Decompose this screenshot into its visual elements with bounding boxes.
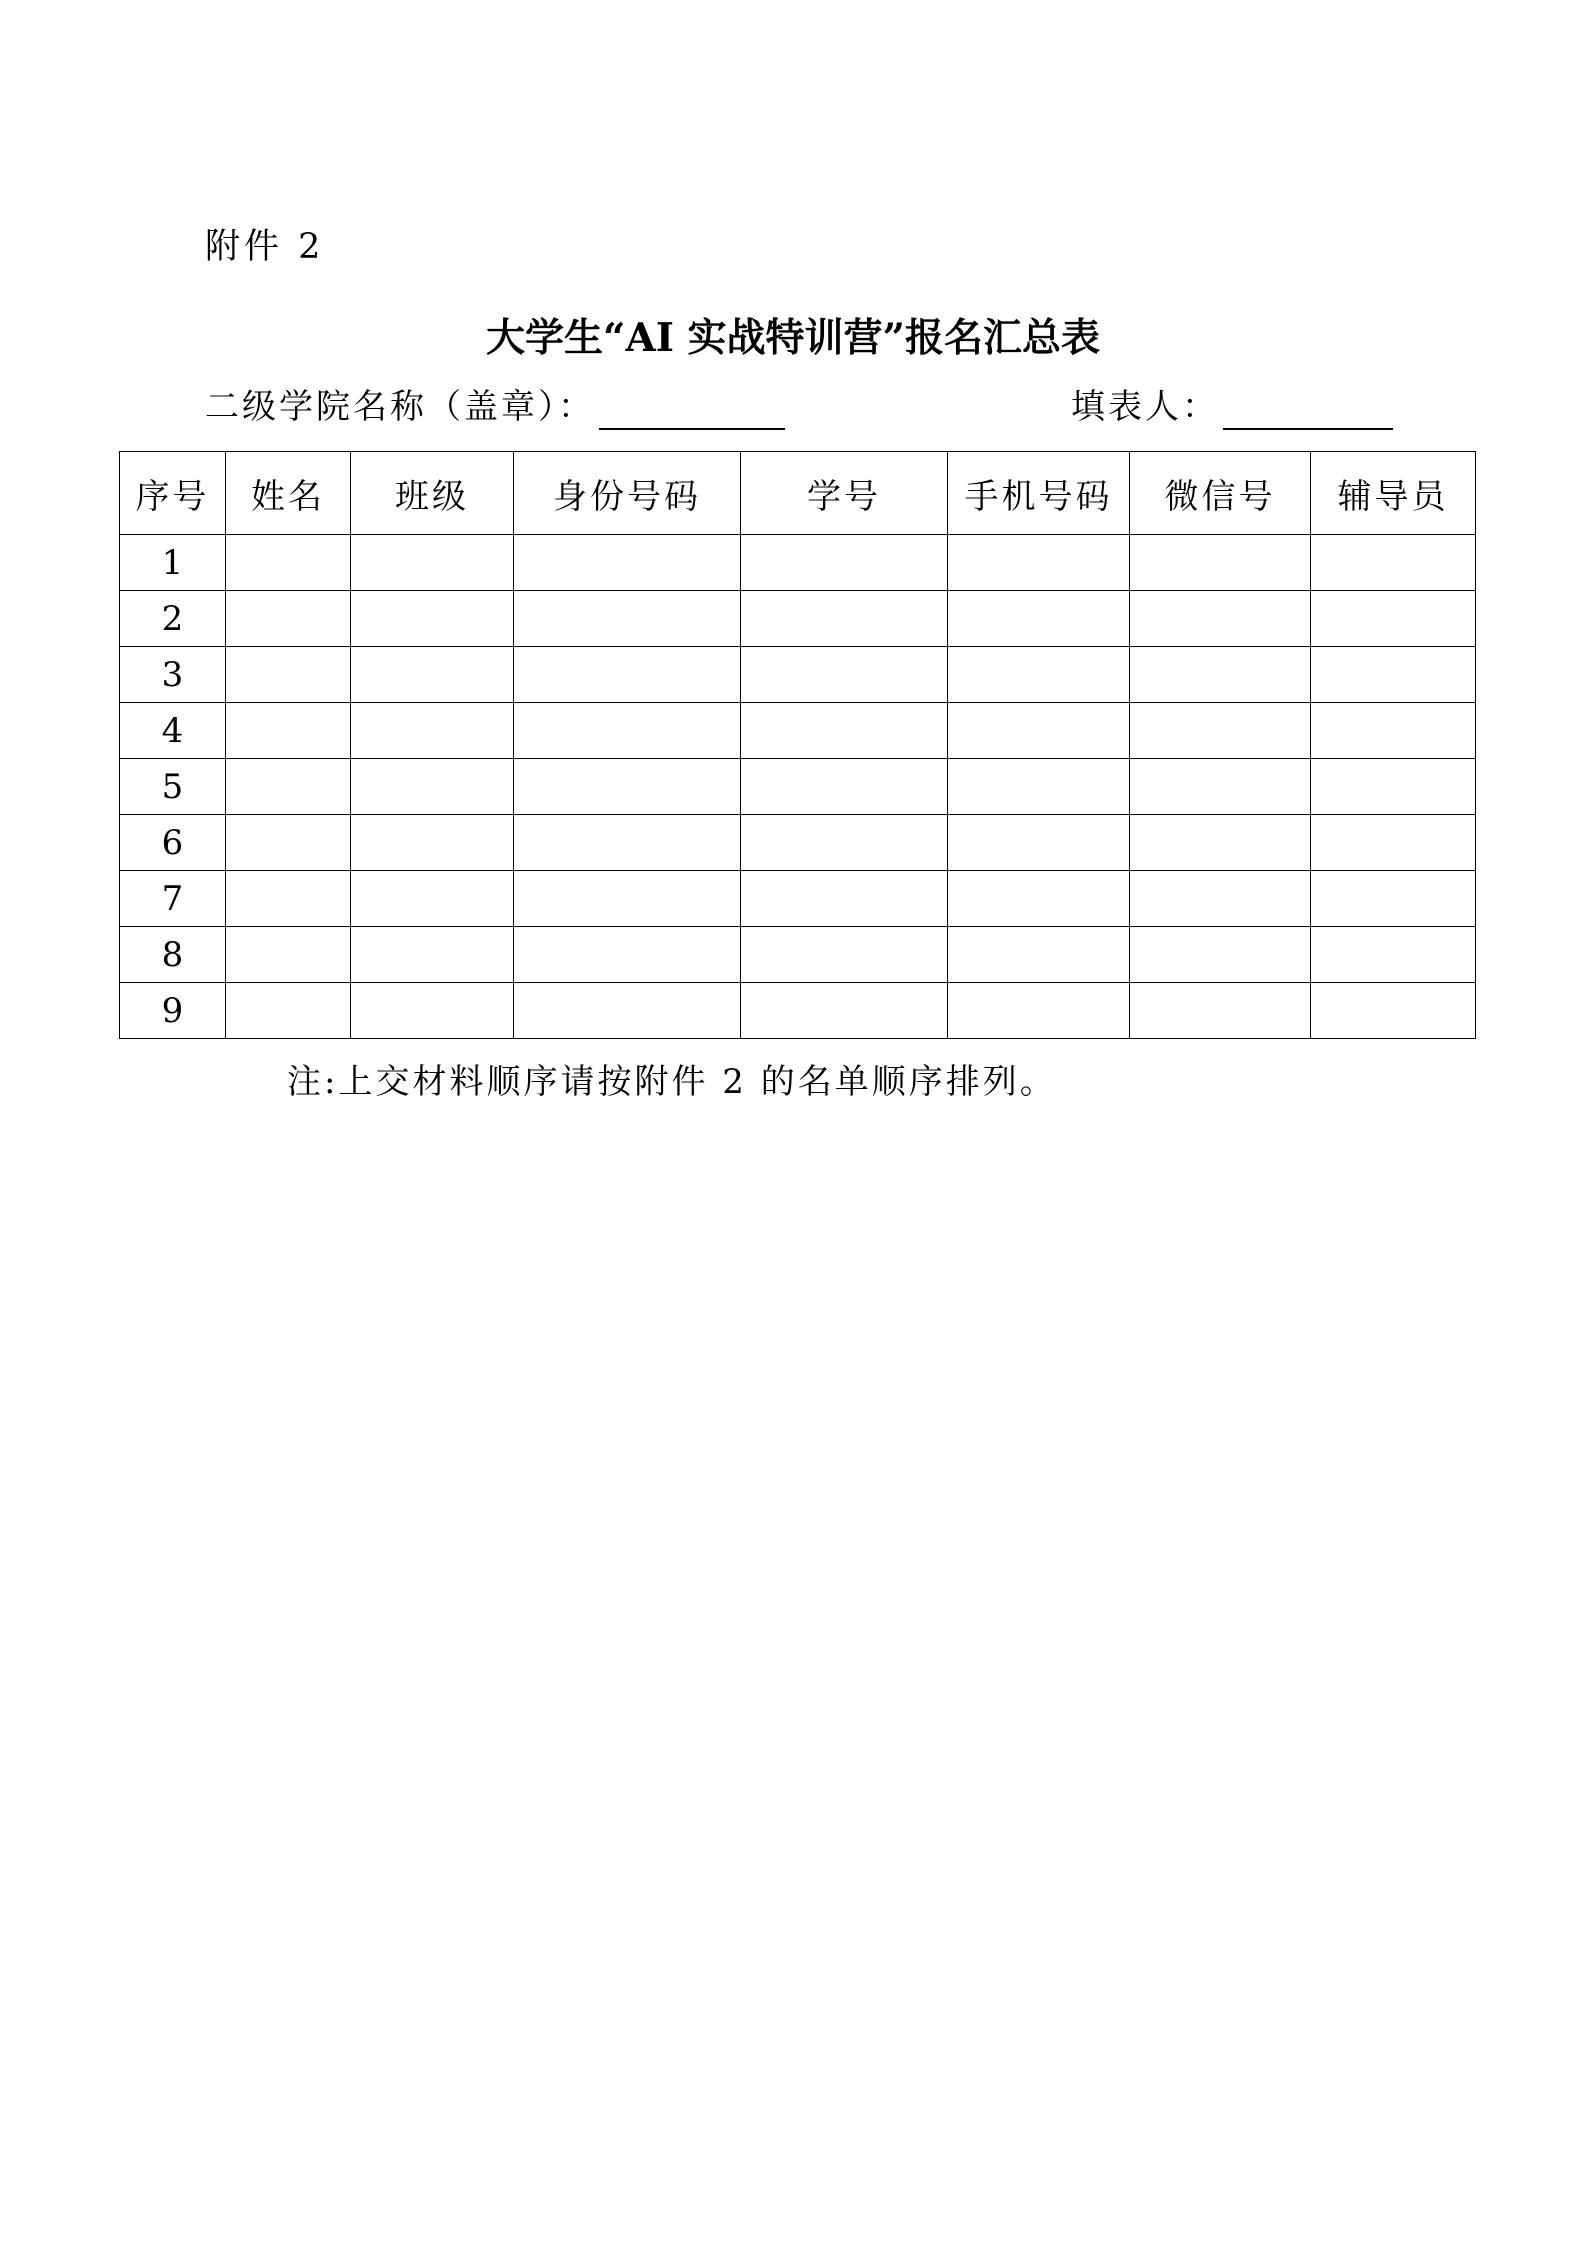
- phone-cell[interactable]: [948, 871, 1130, 927]
- phone-cell[interactable]: [948, 591, 1130, 647]
- filler-blank: [1223, 392, 1393, 430]
- class-cell[interactable]: [351, 535, 514, 591]
- wechat-cell[interactable]: [1130, 927, 1311, 983]
- table-row: [120, 591, 1476, 647]
- header-phone: 手机号码: [948, 452, 1130, 535]
- wechat-cell[interactable]: [1130, 815, 1311, 871]
- id-number-cell[interactable]: [514, 703, 741, 759]
- header-student-number: 学号: [741, 452, 948, 535]
- student-number-cell[interactable]: [741, 703, 948, 759]
- table-row: [120, 815, 1476, 871]
- counselor-cell[interactable]: [1311, 983, 1476, 1039]
- counselor-cell[interactable]: [1311, 927, 1476, 983]
- counselor-cell[interactable]: [1311, 535, 1476, 591]
- table-row: [120, 983, 1476, 1039]
- row-index-cell: 9: [120, 983, 226, 1039]
- class-cell[interactable]: [351, 647, 514, 703]
- student-number-cell[interactable]: [741, 647, 948, 703]
- table-row: [120, 703, 1476, 759]
- header-index: 序号: [120, 452, 226, 535]
- name-cell[interactable]: [226, 815, 351, 871]
- document-title: 大学生“AI 实战特训营”报名汇总表: [486, 315, 1100, 361]
- header-class: 班级: [351, 452, 514, 535]
- signup-table: [119, 451, 1476, 1039]
- class-cell[interactable]: [351, 871, 514, 927]
- table-row: [120, 647, 1476, 703]
- id-number-cell[interactable]: [514, 815, 741, 871]
- table-header-row: [120, 452, 1476, 535]
- row-index-cell: 6: [120, 815, 226, 871]
- class-cell[interactable]: [351, 703, 514, 759]
- name-cell[interactable]: [226, 759, 351, 815]
- class-cell[interactable]: [351, 591, 514, 647]
- row-index-cell: 5: [120, 759, 226, 815]
- student-number-cell[interactable]: [741, 591, 948, 647]
- class-cell[interactable]: [351, 815, 514, 871]
- table-row: [120, 759, 1476, 815]
- name-cell[interactable]: [226, 871, 351, 927]
- college-blank: [599, 392, 785, 430]
- counselor-cell[interactable]: [1311, 703, 1476, 759]
- wechat-cell[interactable]: [1130, 871, 1311, 927]
- row-index-cell: 4: [120, 703, 226, 759]
- table-row: [120, 871, 1476, 927]
- table-row: [120, 927, 1476, 983]
- header-name: 姓名: [226, 452, 351, 535]
- class-cell[interactable]: [351, 927, 514, 983]
- student-number-cell[interactable]: [741, 535, 948, 591]
- id-number-cell[interactable]: [514, 927, 741, 983]
- name-cell[interactable]: [226, 703, 351, 759]
- phone-cell[interactable]: [948, 535, 1130, 591]
- student-number-cell[interactable]: [741, 815, 948, 871]
- student-number-cell[interactable]: [741, 983, 948, 1039]
- phone-cell[interactable]: [948, 815, 1130, 871]
- id-number-cell[interactable]: [514, 983, 741, 1039]
- phone-cell[interactable]: [948, 983, 1130, 1039]
- name-cell[interactable]: [226, 647, 351, 703]
- row-index-cell: 7: [120, 871, 226, 927]
- student-number-cell[interactable]: [741, 871, 948, 927]
- class-cell[interactable]: [351, 983, 514, 1039]
- college-field: [205, 384, 785, 430]
- row-index-cell: 8: [120, 927, 226, 983]
- filler-label: 填表人：: [1071, 387, 1219, 427]
- wechat-cell[interactable]: [1130, 759, 1311, 815]
- name-cell[interactable]: [226, 591, 351, 647]
- counselor-cell[interactable]: [1311, 871, 1476, 927]
- phone-cell[interactable]: [948, 703, 1130, 759]
- wechat-cell[interactable]: [1130, 703, 1311, 759]
- wechat-cell[interactable]: [1130, 591, 1311, 647]
- id-number-cell[interactable]: [514, 535, 741, 591]
- counselor-cell[interactable]: [1311, 647, 1476, 703]
- table-row: [120, 535, 1476, 591]
- attachment-label: 附件 2: [205, 227, 325, 267]
- phone-cell[interactable]: [948, 927, 1130, 983]
- counselor-cell[interactable]: [1311, 591, 1476, 647]
- wechat-cell[interactable]: [1130, 647, 1311, 703]
- counselor-cell[interactable]: [1311, 759, 1476, 815]
- id-number-cell[interactable]: [514, 647, 741, 703]
- college-label: 二级学院名称（盖章）：: [205, 387, 595, 427]
- header-id-number: 身份号码: [514, 452, 741, 535]
- student-number-cell[interactable]: [741, 759, 948, 815]
- phone-cell[interactable]: [948, 759, 1130, 815]
- student-number-cell[interactable]: [741, 927, 948, 983]
- id-number-cell[interactable]: [514, 871, 741, 927]
- wechat-cell[interactable]: [1130, 535, 1311, 591]
- wechat-cell[interactable]: [1130, 983, 1311, 1039]
- note: 注:上交材料顺序请按附件 2 的名单顺序排列。: [287, 1062, 1057, 1102]
- class-cell[interactable]: [351, 759, 514, 815]
- counselor-cell[interactable]: [1311, 815, 1476, 871]
- row-index-cell: 1: [120, 535, 226, 591]
- phone-cell[interactable]: [948, 647, 1130, 703]
- id-number-cell[interactable]: [514, 591, 741, 647]
- row-index-cell: 2: [120, 591, 226, 647]
- header-wechat: 微信号: [1130, 452, 1311, 535]
- header-counselor: 辅导员: [1311, 452, 1476, 535]
- name-cell[interactable]: [226, 927, 351, 983]
- row-index-cell: 3: [120, 647, 226, 703]
- name-cell[interactable]: [226, 535, 351, 591]
- name-cell[interactable]: [226, 983, 351, 1039]
- id-number-cell[interactable]: [514, 759, 741, 815]
- filler-field: [1071, 384, 1393, 430]
